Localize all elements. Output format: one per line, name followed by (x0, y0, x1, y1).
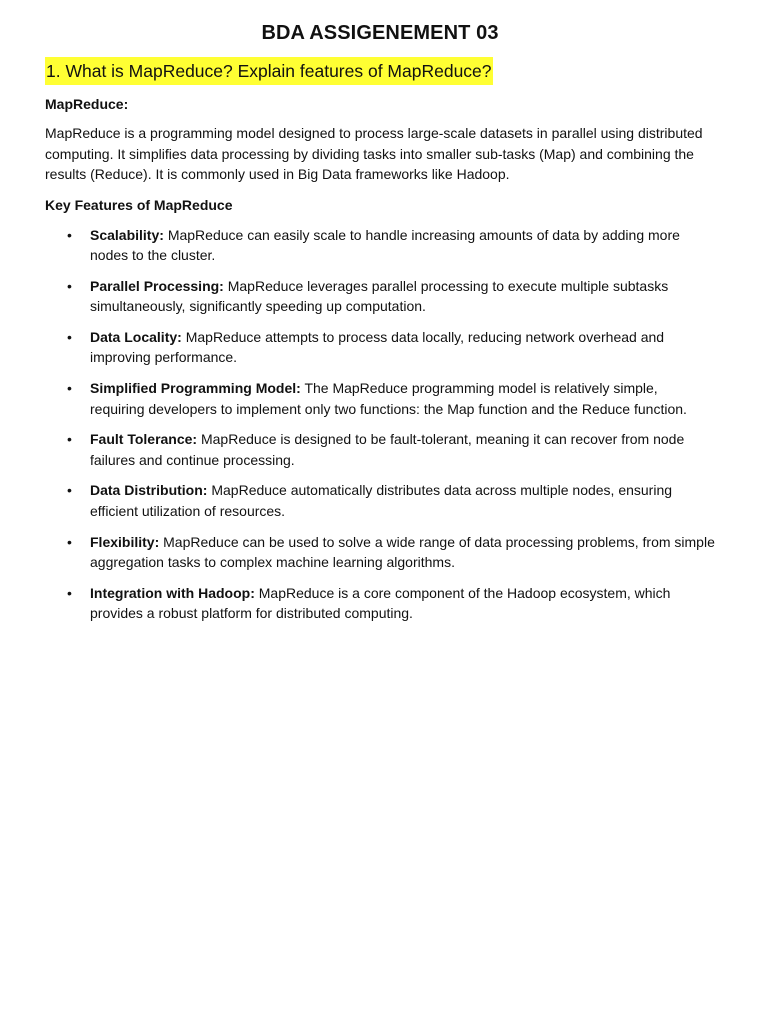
feature-term: Simplified Programming Model: (90, 380, 301, 397)
bullet-icon: • (67, 328, 72, 345)
bullet-icon: • (67, 482, 72, 499)
feature-description: MapReduce can be used to solve a wide range of data processing problems, from simple aggregation tasks to complex machine learning algorithms. (90, 533, 715, 571)
question-block (45, 57, 715, 85)
feature-description: MapReduce automatically distributes data across multiple nodes, ensuring efficient utilization of resources. (90, 482, 673, 519)
bullet-icon: • (67, 533, 72, 550)
feature-description: The MapReduce programming model is relatively simple, requiring developers to implement only two functions: the Map function and the Reduce function. (90, 380, 687, 417)
feature-item (45, 480, 715, 521)
feature-item (45, 532, 715, 573)
bullet-icon: • (67, 277, 72, 294)
intro-paragraph: MapReduce is a programming model designed to process large-scale datasets in parallel using distributed computing. It simplifies data processing by dividing tasks into smaller sub-tasks (Map) and combining the results (Reduce). It is commonly used in Big Data frameworks like Hadoop. (45, 125, 703, 182)
feature-term: Integration with Hadoop: (90, 584, 255, 601)
feature-item (45, 225, 715, 266)
feature-term: Fault Tolerance: (90, 431, 198, 448)
feature-description: MapReduce is designed to be fault-tolerant, meaning it can recover from node failures and continue processing. (90, 431, 685, 468)
feature-term: Data Distribution: (90, 482, 208, 499)
document-page (45, 0, 715, 634)
feature-description: MapReduce attempts to process data locally, reducing network overhead and improving performance. (90, 328, 665, 366)
feature-description: MapReduce leverages parallel processing to execute multiple subtasks simultaneously, significantly speeding up computation. (90, 277, 669, 315)
section-label: MapReduce: (45, 96, 129, 112)
feature-item (45, 378, 715, 419)
features-heading: Key Features of MapReduce (45, 196, 233, 213)
feature-term: Flexibility: (90, 533, 160, 550)
feature-term: Data Locality: (90, 328, 182, 345)
document-title: BDA ASSIGENEMENT 03 (261, 22, 499, 44)
feature-description: MapReduce can easily scale to handle increasing amounts of data by adding more nodes to the cluster. (90, 226, 680, 263)
feature-item (45, 583, 715, 624)
highlighted-question: 1. What is MapReduce? Explain features of MapReduce? (45, 57, 493, 85)
bullet-icon: • (67, 380, 72, 397)
feature-item (45, 327, 715, 368)
bullet-icon: • (67, 431, 72, 448)
bullet-icon: • (67, 584, 72, 601)
feature-term: Parallel Processing: (90, 277, 224, 294)
feature-item (45, 429, 715, 470)
feature-term: Scalability: (90, 226, 164, 243)
features-list (45, 225, 715, 624)
bullet-icon: • (67, 226, 72, 243)
feature-description: MapReduce is a core component of the Hadoop ecosystem, which provides a robust platform for distributed computing. (90, 584, 671, 622)
feature-item (45, 276, 715, 317)
